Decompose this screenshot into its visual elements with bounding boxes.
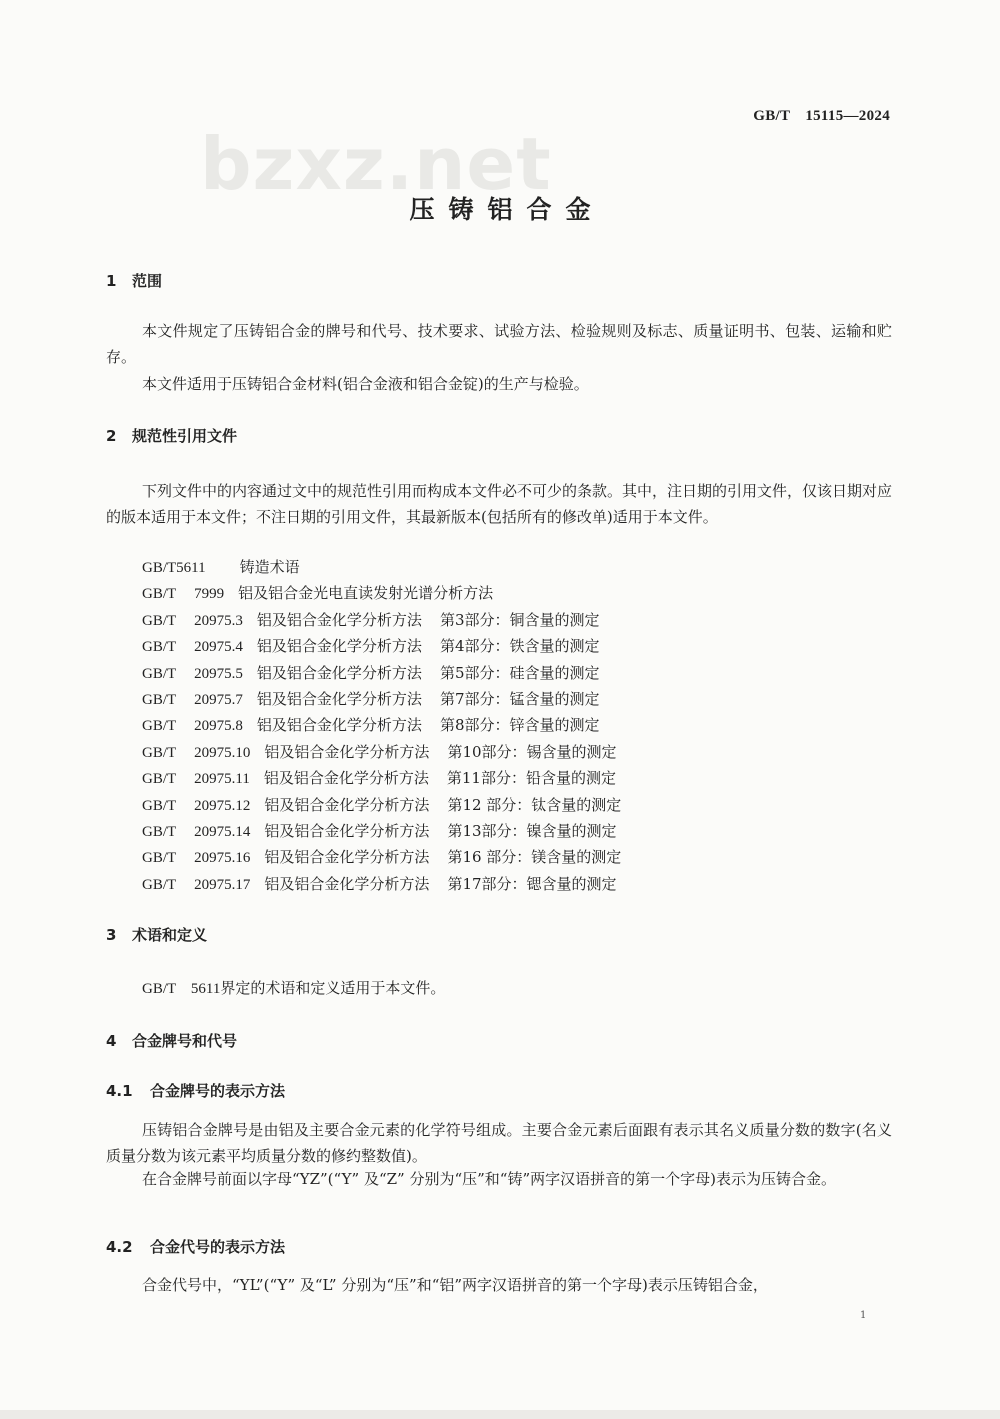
section-number: 1 [106, 272, 117, 290]
reference-item [142, 792, 621, 818]
reference-code: GB/T [142, 876, 177, 893]
reference-number: 20975.11 [194, 771, 250, 788]
reference-item [142, 660, 621, 686]
reference-title: 铝及铝合金化学分析方法 [264, 874, 430, 893]
reference-item [142, 607, 621, 633]
reference-number: 20975.3 [194, 612, 243, 629]
reference-title: 铝及铝合金化学分析方法 [264, 848, 430, 867]
reference-part: 第4部分：铁含量的测定 [439, 637, 600, 656]
section-heading-3 [106, 924, 207, 945]
reference-part: 第5部分：硅含量的测定 [439, 663, 600, 682]
reference-title: 铸造术语 [239, 558, 300, 576]
reference-code: GB/T [142, 771, 177, 788]
reference-code: GB/T [142, 823, 177, 840]
reference-item [142, 739, 621, 765]
reference-part: 第16 部分：镁含量的测定 [447, 848, 622, 867]
paragraph: 压铸铝合金牌号是由铝及主要合金元素的化学符号组成。主要合金元素后面跟有表示其名义质量分数的数字(名义质量分数为该元素平均质量分数的修约整数值)。 [106, 1121, 892, 1165]
reference-part: 第11部分：铅含量的测定 [446, 769, 616, 788]
reference-code: GB/T [142, 691, 177, 708]
paragraph: GB/T 5611界定的术语和定义适用于本文件。 [142, 981, 446, 997]
section-heading-1 [106, 270, 162, 291]
section-number: 4.1 [106, 1082, 133, 1100]
section-heading-2 [106, 425, 237, 446]
reference-number: 20975.10 [194, 744, 251, 761]
section-title: 合金牌号的表示方法 [150, 1082, 286, 1100]
reference-item [142, 580, 621, 606]
reference-number: 20975.8 [194, 718, 243, 735]
reference-title: 铝及铝合金化学分析方法 [256, 637, 422, 656]
reference-code: GB/T5611 [142, 560, 206, 576]
reference-number: 20975.16 [194, 850, 251, 867]
watermark: bzxz.net [200, 122, 552, 206]
reference-title: 铝及铝合金化学分析方法 [264, 795, 430, 814]
section-heading-4 [106, 1030, 237, 1051]
section-number: 4.2 [106, 1238, 133, 1256]
reference-code: GB/T [142, 586, 177, 603]
page-edge [0, 1410, 1000, 1419]
reference-code: GB/T [142, 744, 177, 761]
reference-title: 铝及铝合金化学分析方法 [256, 716, 422, 735]
reference-number: 7999 [194, 586, 225, 603]
paragraph: 本文件规定了压铸铝合金的牌号和代号、技术要求、试验方法、检验规则及标志、质量证明书、包装、运输和贮存。 [106, 322, 892, 366]
reference-code: GB/T [142, 639, 177, 656]
reference-item [142, 871, 621, 897]
section-number: 4 [106, 1032, 117, 1050]
reference-code: GB/T [142, 612, 177, 629]
reference-item [142, 844, 621, 870]
reference-number: 20975.12 [194, 797, 251, 814]
section-title: 术语和定义 [132, 926, 208, 944]
page-number: 1 [860, 1310, 867, 1321]
reference-title: 铝及铝合金化学分析方法 [256, 663, 422, 682]
reference-part: 第7部分：锰含量的测定 [439, 689, 600, 708]
reference-part: 第13部分：镍含量的测定 [447, 821, 617, 840]
reference-item [142, 686, 621, 712]
reference-part: 第10部分：锡含量的测定 [447, 742, 617, 761]
reference-item [142, 554, 621, 580]
reference-part: 第8部分：锌含量的测定 [439, 716, 600, 735]
section-title: 合金代号的表示方法 [150, 1238, 286, 1256]
reference-title: 铝及铝合金化学分析方法 [256, 610, 422, 629]
reference-item [142, 818, 621, 844]
reference-code: GB/T [142, 665, 177, 682]
paragraph: 合金代号中，“YL”(“Y” 及“L” 分别为“压”和“铝”两字汉语拼音的第一个字母)表示压铸铝合金， [142, 1276, 768, 1294]
reference-code: GB/T [142, 718, 177, 735]
reference-part: 第17部分：锶含量的测定 [447, 874, 617, 893]
reference-item [142, 765, 621, 791]
reference-number: 20975.7 [194, 691, 243, 708]
section-number: 3 [106, 926, 117, 944]
paragraph: 下列文件中的内容通过文中的规范性引用而构成本文件必不可少的条款。其中，注日期的引用文件，仅该日期对应的版本适用于本文件；不注日期的引用文件，其最新版本(包括所有的修改单)适用于本文件。 [106, 482, 893, 526]
page-title: 压铸铝合金 [409, 195, 605, 224]
subsection-heading-4-1 [106, 1080, 285, 1101]
section-title: 范围 [132, 272, 163, 290]
reference-part: 第3部分：铜含量的测定 [439, 610, 600, 629]
reference-code: GB/T [142, 850, 177, 867]
reference-number: 20975.14 [194, 823, 251, 840]
paragraph: 在合金牌号前面以字母“YZ”(“Y” 及“Z” 分别为“压”和“铸”两字汉语拼音的第一个字母)表示为压铸合金。 [142, 1170, 836, 1188]
reference-list [142, 554, 621, 897]
reference-title: 铝及铝合金化学分析方法 [264, 821, 430, 840]
reference-part: 第12 部分：钛含量的测定 [447, 795, 622, 814]
reference-item [142, 712, 621, 738]
subsection-heading-4-2 [106, 1236, 285, 1257]
reference-title: 铝及铝合金化学分析方法 [264, 742, 430, 761]
reference-number: 20975.4 [194, 639, 243, 656]
standard-code: GB/T 15115—2024 [753, 108, 890, 124]
reference-number: 20975.5 [194, 665, 243, 682]
reference-title: 铝及铝合金化学分析方法 [263, 769, 429, 788]
reference-code: GB/T [142, 797, 177, 814]
reference-title: 铝及铝合金化学分析方法 [256, 689, 422, 708]
section-number: 2 [106, 427, 117, 445]
section-title: 规范性引用文件 [132, 427, 238, 445]
reference-number: 20975.17 [194, 876, 251, 893]
section-title: 合金牌号和代号 [132, 1032, 238, 1050]
paragraph: 本文件适用于压铸铝合金材料(铝合金液和铝合金锭)的生产与检验。 [142, 375, 589, 393]
reference-title: 铝及铝合金光电直读发射光谱分析方法 [238, 584, 494, 603]
reference-item [142, 633, 621, 659]
